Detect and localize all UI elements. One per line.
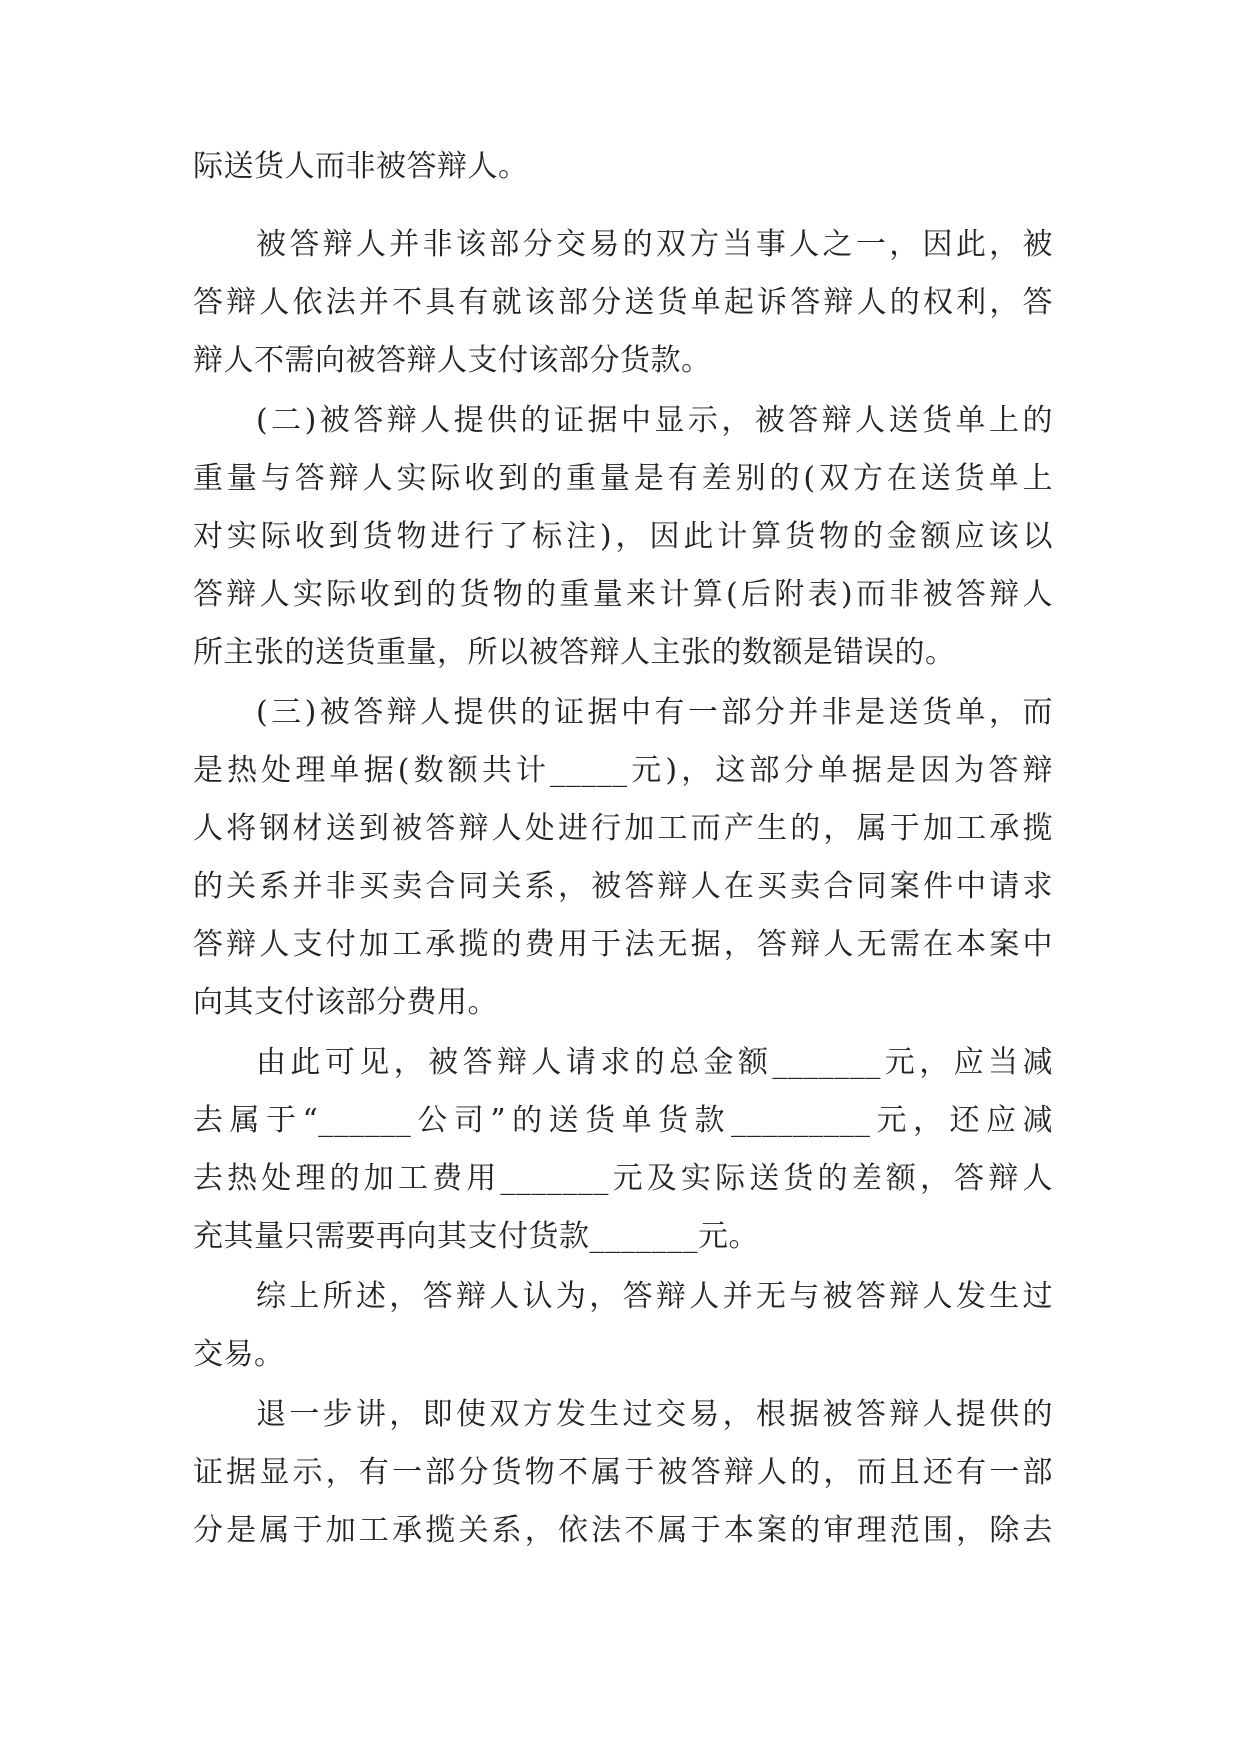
- text-line: 充其量只需要再向其支付货款_______元。: [193, 1219, 759, 1254]
- text-line: 综上所述，答辩人认为，答辩人并无与被答辩人发生过: [256, 1279, 1053, 1314]
- text-line: (三)被答辩人提供的证据中有一部分并非是送货单，而: [256, 695, 1053, 730]
- text-line: (二)被答辩人提供的证据中显示，被答辩人送货单上的: [256, 403, 1053, 438]
- text-line: 交易。: [193, 1337, 285, 1372]
- text-line: 被答辩人并非该部分交易的双方当事人之一，因此，被: [256, 227, 1053, 262]
- text-line: 人将钢材送到被答辩人处进行加工而产生的，属于加工承揽: [193, 811, 1053, 846]
- text-line: 由此可见，被答辩人请求的总金额_______元，应当减: [256, 1045, 1053, 1080]
- text-line: 所主张的送货重量，所以被答辩人主张的数额是错误的。: [193, 635, 956, 670]
- text-line: 对实际收到货物进行了标注)，因此计算货物的金额应该以: [193, 519, 1053, 554]
- text-line: 答辩人支付加工承揽的费用于法无据，答辩人无需在本案中: [193, 927, 1053, 962]
- text-line: 答辩人依法并不具有就该部分送货单起诉答辩人的权利，答: [193, 285, 1053, 320]
- text-line: 向其支付该部分费用。: [193, 985, 498, 1020]
- text-line: 答辩人实际收到的货物的重量来计算(后附表)而非被答辩人: [193, 577, 1053, 612]
- text-line: 际送货人而非被答辩人。: [193, 149, 529, 184]
- text-line: 证据显示，有一部分货物不属于被答辩人的，而且还有一部: [193, 1455, 1053, 1490]
- text-line: 分是属于加工承揽关系，依法不属于本案的审理范围，除去: [193, 1513, 1053, 1548]
- text-line: 重量与答辩人实际收到的重量是有差别的(双方在送货单上: [193, 461, 1053, 496]
- text-line: 去属于“______公司”的送货单货款_________元，还应减: [193, 1103, 1053, 1138]
- text-line: 退一步讲，即使双方发生过交易，根据被答辩人提供的: [256, 1397, 1053, 1432]
- text-line: 是热处理单据(数额共计_____元)，这部分单据是因为答辩: [193, 753, 1053, 788]
- text-line: 去热处理的加工费用_______元及实际送货的差额，答辩人: [193, 1161, 1053, 1196]
- text-line: 辩人不需向被答辩人支付该部分货款。: [193, 343, 712, 378]
- text-line: 的关系并非买卖合同关系，被答辩人在买卖合同案件中请求: [193, 869, 1053, 904]
